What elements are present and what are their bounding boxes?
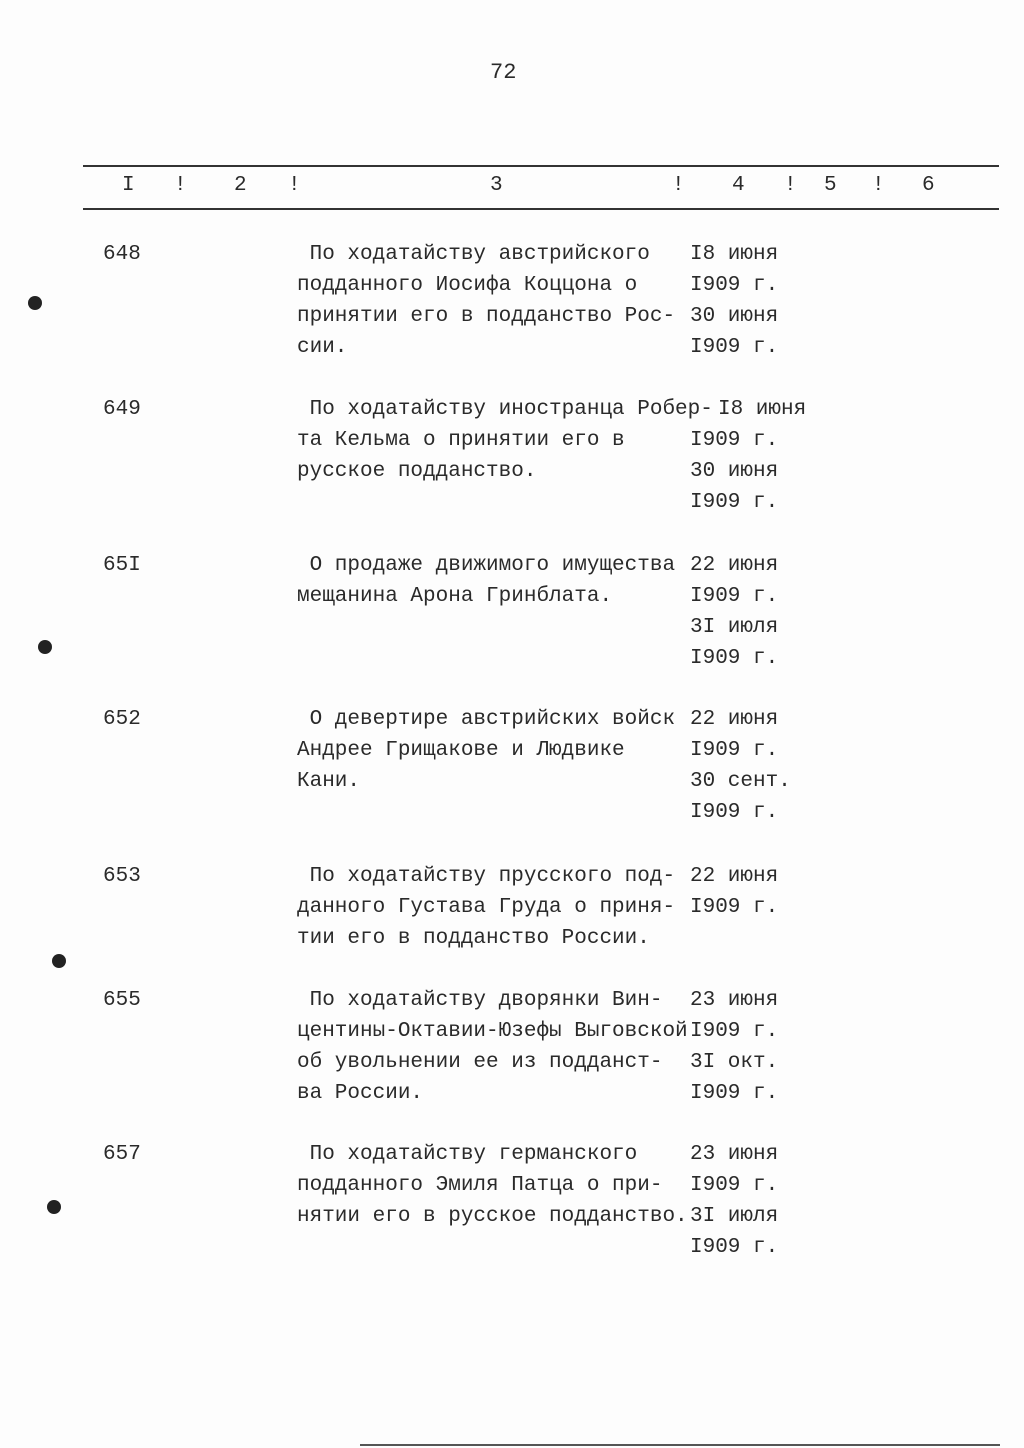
column-header: 4 xyxy=(732,174,745,197)
punch-hole-mark xyxy=(47,1200,61,1214)
entry-date-line: I8 июня xyxy=(690,243,779,266)
entry-description-line: О девертире австрийских войск xyxy=(297,708,676,731)
entry-date-line: I909 г. xyxy=(690,1236,779,1259)
entry-number: 653 xyxy=(103,865,141,888)
entry-date-line: 22 июня xyxy=(690,708,779,731)
entry-number: 652 xyxy=(103,708,141,731)
entry-description-line: сии. xyxy=(297,336,348,359)
entry-date-line: I909 г. xyxy=(690,1174,779,1197)
header-top-rule xyxy=(83,165,999,167)
entry-description-line: По ходатайству дворянки Вин- xyxy=(297,989,663,1012)
column-separator: ! xyxy=(672,174,685,197)
punch-hole-mark xyxy=(52,954,66,968)
column-separator: ! xyxy=(872,174,885,197)
page-number: 72 xyxy=(490,60,517,85)
entry-number: 655 xyxy=(103,989,141,1012)
entry-date-line: I8 июня xyxy=(718,398,807,421)
entry-date-line: I909 г. xyxy=(690,896,779,919)
entry-description-line: ва России. xyxy=(297,1082,424,1105)
entry-number: 65I xyxy=(103,554,141,577)
column-header: 2 xyxy=(234,174,247,197)
entry-date-line: 23 июня xyxy=(690,989,779,1012)
entry-description-line: По ходатайству австрийского xyxy=(297,243,650,266)
entry-description-line: данного Густава Груда о приня- xyxy=(297,896,676,919)
entry-date-line: 22 июня xyxy=(690,554,779,577)
column-header: I xyxy=(122,174,135,197)
entry-description-line: О продаже движимого имущества xyxy=(297,554,676,577)
entry-number: 657 xyxy=(103,1143,141,1166)
entry-number: 648 xyxy=(103,243,141,266)
entry-date-line: I909 г. xyxy=(690,491,779,514)
entry-date-line: I909 г. xyxy=(690,274,779,297)
entry-number: 649 xyxy=(103,398,141,421)
entry-date-line: 30 июня xyxy=(690,305,779,328)
entry-date-line: I909 г. xyxy=(690,1020,779,1043)
entry-description-line: мещанина Арона Гринблата. xyxy=(297,585,613,608)
entry-description-line: Андрее Грищакове и Людвике xyxy=(297,739,625,762)
entry-description-line: По ходатайству германского xyxy=(297,1143,638,1166)
entry-date-line: 3I июля xyxy=(690,1205,779,1228)
header-bottom-rule xyxy=(83,208,999,210)
column-separator: ! xyxy=(174,174,187,197)
entry-date-line: I909 г. xyxy=(690,647,779,670)
entry-description-line: русское подданство. xyxy=(297,460,537,483)
entry-description-line: принятии его в подданство Рос- xyxy=(297,305,676,328)
entry-date-line: I909 г. xyxy=(690,739,779,762)
entry-description-line: тии его в подданство России. xyxy=(297,927,650,950)
entry-description-line: По ходатайству прусского под- xyxy=(297,865,676,888)
entry-description-line: центины-Октавии-Юзефы Выговской xyxy=(297,1020,688,1043)
entry-date-line: 22 июня xyxy=(690,865,779,888)
bottom-rule xyxy=(360,1444,1000,1446)
entry-date-line: 3I окт. xyxy=(690,1051,779,1074)
entry-date-line: I909 г. xyxy=(690,429,779,452)
entry-date-line: I909 г. xyxy=(690,336,779,359)
entry-date-line: I909 г. xyxy=(690,1082,779,1105)
entry-date-line: I909 г. xyxy=(690,585,779,608)
entry-date-line: 23 июня xyxy=(690,1143,779,1166)
punch-hole-mark xyxy=(38,640,52,654)
entry-description-line: подданного Иосифа Коццона о xyxy=(297,274,638,297)
entry-description-line: Кани. xyxy=(297,770,361,793)
entry-date-line: 30 июня xyxy=(690,460,779,483)
column-header: 5 xyxy=(824,174,837,197)
column-header: 6 xyxy=(922,174,935,197)
entry-description-line: об увольнении ее из подданст- xyxy=(297,1051,663,1074)
entry-description-line: По ходатайству иностранца Робер- xyxy=(297,398,713,421)
column-header: 3 xyxy=(490,174,503,197)
entry-description-line: та Кельма о принятии его в xyxy=(297,429,625,452)
column-separator: ! xyxy=(784,174,797,197)
punch-hole-mark xyxy=(28,296,42,310)
column-separator: ! xyxy=(288,174,301,197)
entry-date-line: 30 сент. xyxy=(690,770,791,793)
entry-description-line: подданного Эмиля Патца о при- xyxy=(297,1174,663,1197)
entry-date-line: I909 г. xyxy=(690,801,779,824)
entry-description-line: нятии его в русское подданство. xyxy=(297,1205,688,1228)
entry-date-line: 3I июля xyxy=(690,616,779,639)
